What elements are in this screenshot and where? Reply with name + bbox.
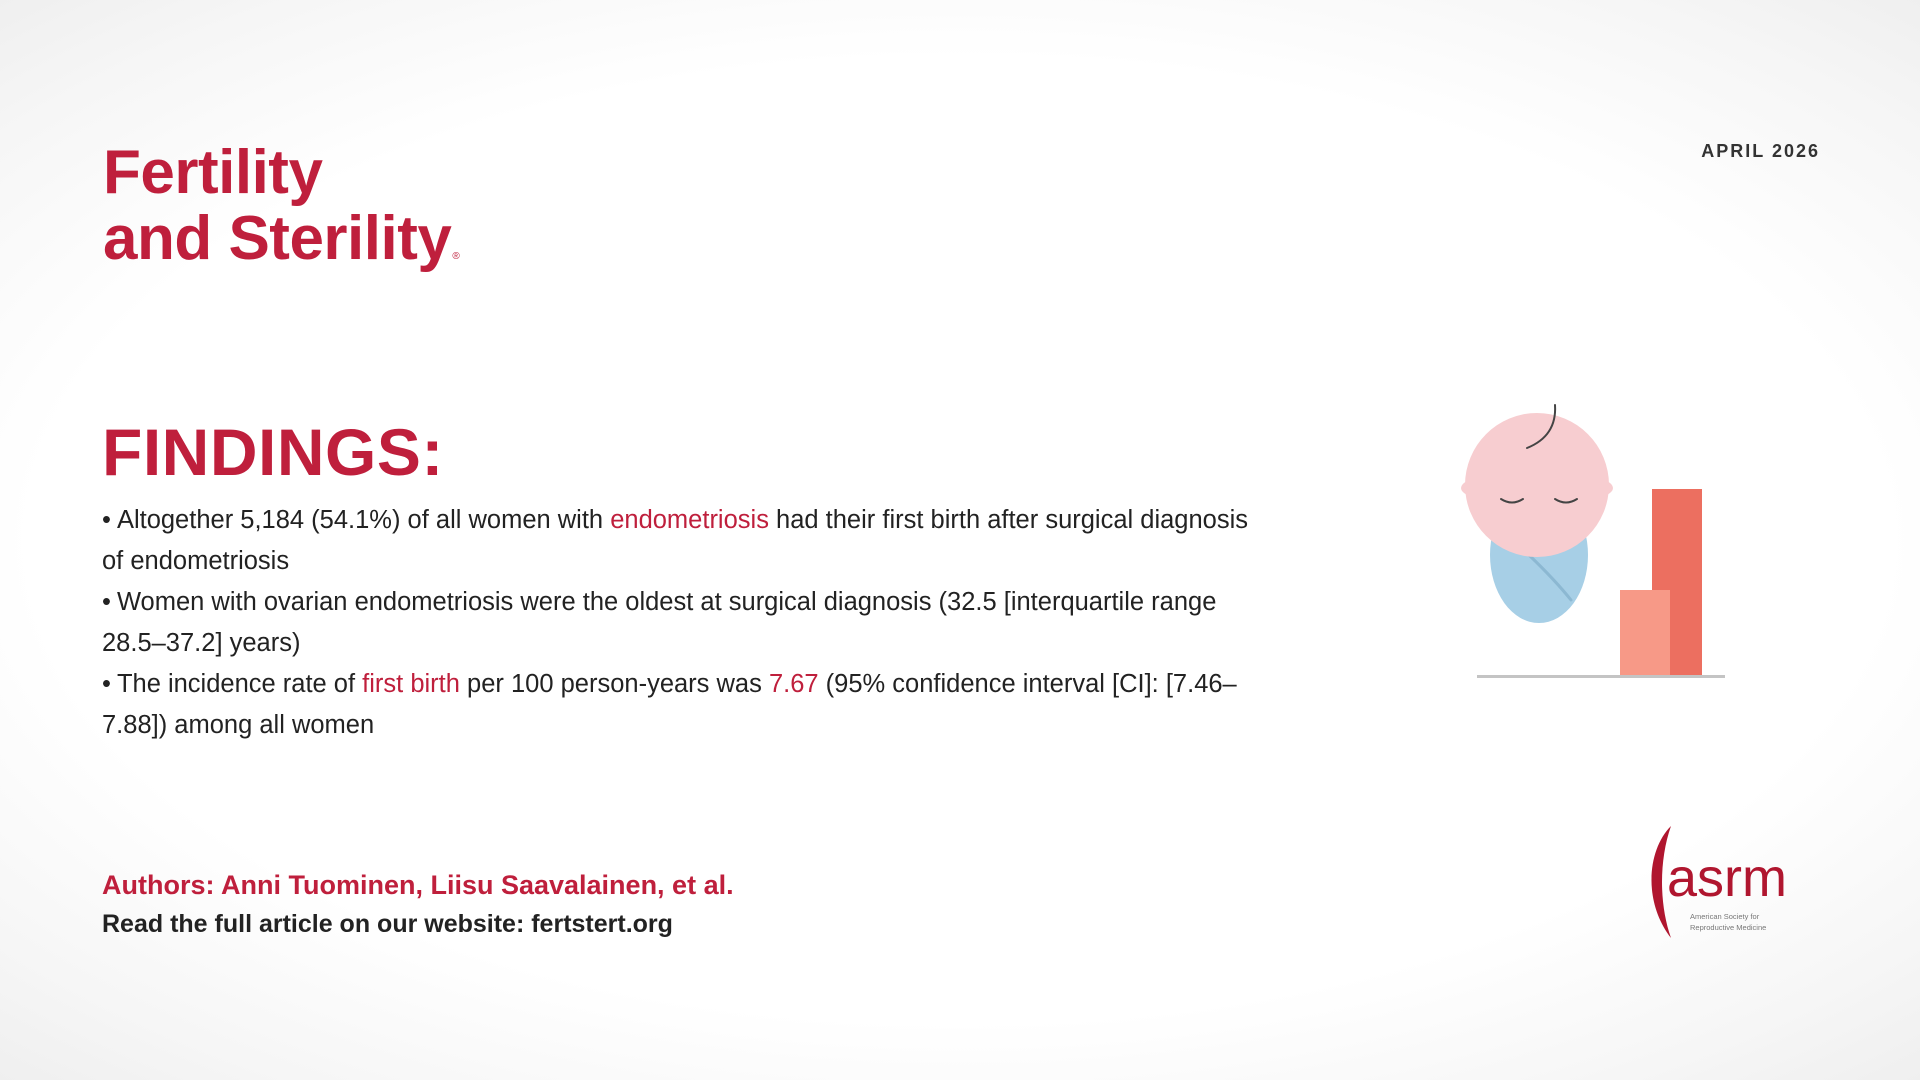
- baby-head: [1465, 413, 1609, 557]
- finding-item: [102, 500, 1262, 582]
- finding-highlight: endometriosis: [610, 506, 769, 534]
- finding-text: had their first birth after surgical diagnosis of endometriosis: [102, 506, 1249, 575]
- finding-highlight: 7.67: [768, 670, 819, 698]
- journal-title-line2-text: and Sterility: [103, 204, 452, 273]
- finding-item: [102, 664, 1262, 746]
- bullet-glyph: •: [102, 588, 111, 616]
- journal-title: [103, 140, 459, 290]
- finding-highlight: first birth: [362, 670, 460, 698]
- finding-text: (95% confidence interval [CI]: [7.46–7.88]) among all women: [102, 670, 1237, 739]
- asrm-logo-tagline1: American Society for: [1690, 912, 1760, 921]
- finding-item: [102, 582, 1262, 664]
- finding-text: The incidence rate of: [116, 670, 363, 698]
- baby-with-bar-chart-icon: [1455, 400, 1735, 690]
- registered-mark: ®: [452, 251, 460, 262]
- asrm-logo-text: asrm: [1667, 848, 1787, 908]
- bullet-glyph: •: [102, 670, 111, 698]
- asrm-logo-tagline2: Reproductive Medicine: [1690, 923, 1767, 932]
- findings-list: [102, 500, 1262, 746]
- finding-text: per 100 person-years was: [459, 670, 769, 698]
- finding-text: Women with ovarian endometriosis were the oldest at surgical diagnosis (32.5 [interquartile range 28.5–37.2] years): [102, 588, 1217, 657]
- journal-title-line1: Fertility: [103, 138, 323, 207]
- bullet-glyph: •: [102, 506, 111, 534]
- authors-line: Authors: Anni Tuominen, Liisu Saavalainen, et al.: [102, 870, 734, 900]
- read-more-line: Read the full article on our website: fertstert.org: [102, 910, 673, 938]
- findings-heading: FINDINGS:: [102, 415, 444, 489]
- finding-text: Altogether 5,184 (54.1%) of all women with: [116, 506, 611, 534]
- asrm-logo: [1645, 820, 1825, 945]
- issue-date: APRIL 2026: [1701, 141, 1820, 161]
- journal-title-line2: [103, 206, 459, 290]
- baseline: [1477, 675, 1725, 678]
- short-bar: [1620, 590, 1670, 676]
